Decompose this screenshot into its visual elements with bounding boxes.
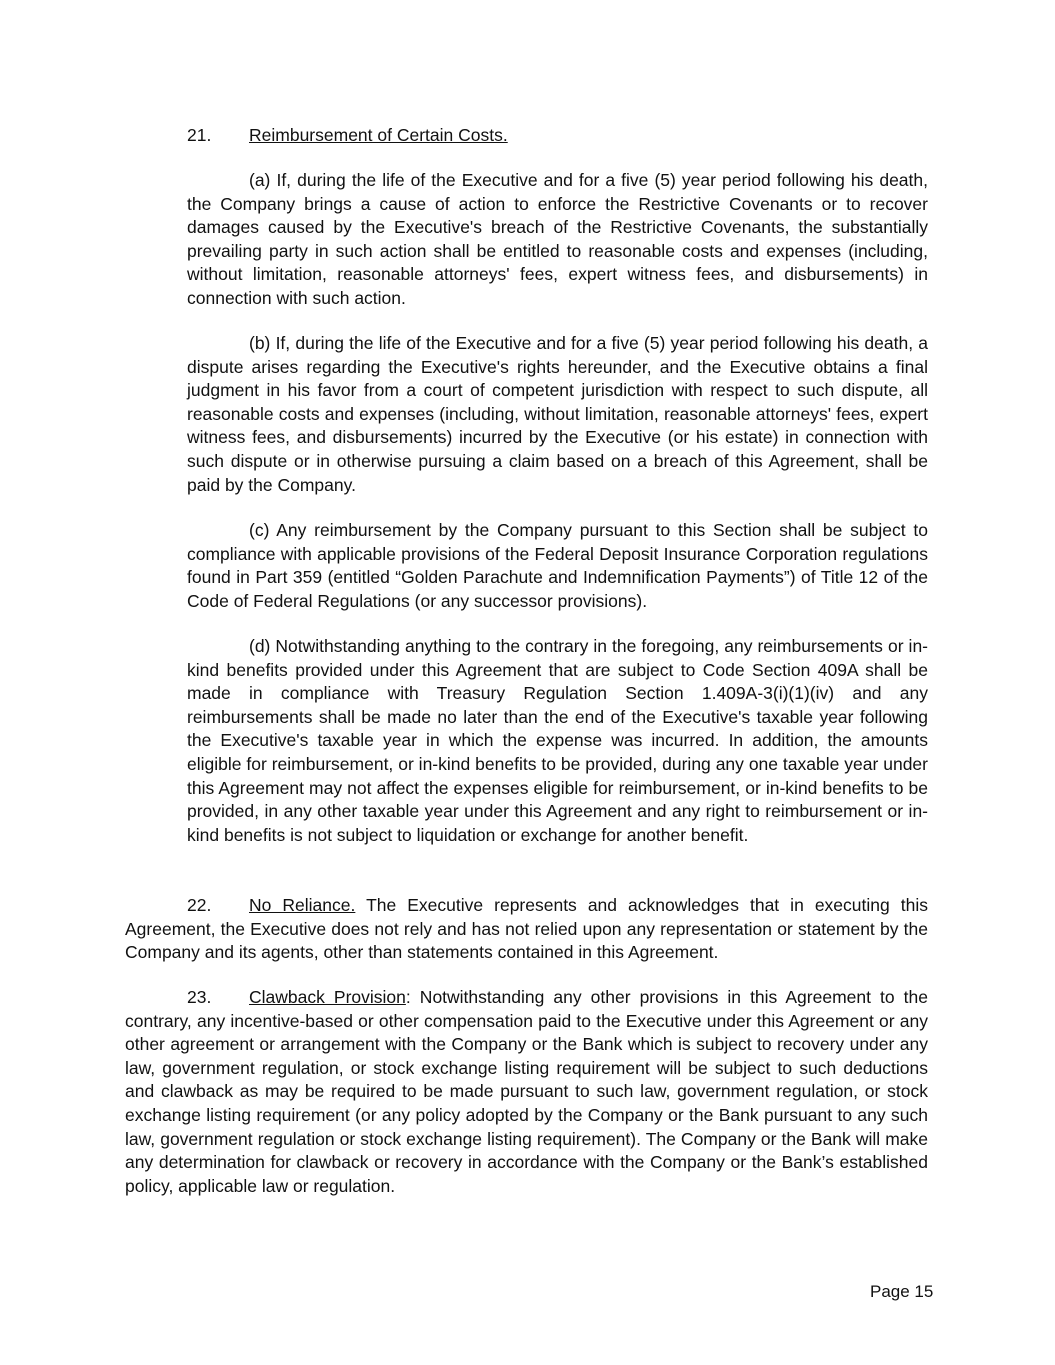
section-21-paragraph-d: (d) Notwithstanding anything to the contrary in the foregoing, any reimbursements or in-kind benefits provided under this Agreement that are subject to Code Section 409A shall be made in compliance with Treasury Regulation Section 1.409A-3(i)(1)(iv) and any reimbursements shall be made no later than the end of the Executive's taxable year following the Executive's taxable year in which the expense was incurred. In addition, the amounts eligible for reimbursement, or in-kind benefits to be provided, during any one taxable year under this Agreement may not affect the expenses eligible for reimbursement, or in-kind benefits to be provided, in any other taxable year under this Agreement and any right to reimbursement or in-kind benefits is not subject to liquidation or exchange for another benefit. <box>187 636 928 845</box>
section-23-number: 23. <box>187 987 212 1007</box>
section-22-paragraph <box>125 894 928 965</box>
section-22-title: No Reliance. <box>249 895 356 915</box>
section-22-number: 22. <box>187 895 212 915</box>
section-21-title: Reimbursement of Certain Costs. <box>249 125 508 145</box>
section-21-number: 21. <box>187 125 212 145</box>
section-23-paragraph <box>125 986 928 1198</box>
section-22-body: The Executive represents and acknowledges that in executing this Agreement, the Executive does not rely and has not relied upon any representation or statement by the Company and its agents, other than statements contained in this Agreement. <box>125 895 928 963</box>
section-21-paragraph-c: (c) Any reimbursement by the Company pursuant to this Section shall be subject to compliance with applicable provisions of the Federal Deposit Insurance Corporation regulations found in Part 359 (entitled “Golden Parachute and Indemnification Payments”) of Title 12 of the Code of Federal Regulations (or any successor provisions). <box>187 520 928 611</box>
section-23-body: : Notwithstanding any other provisions in this Agreement to the contrary, any incentive-based or other compensation paid to the Executive under this Agreement or any other agreement or arrangement with the Company or the Bank which is subject to recovery under any law, government regulation, or stock exchange listing requirement will be subject to such deductions and clawback as may be required to be made pursuant to such law, government regulation, or stock exchange listing requirement (or any policy adopted by the Company or the Bank pursuant to any such law, government regulation or stock exchange listing requirement). The Company or the Bank will make any determination for clawback or recovery in accordance with the Company or the Bank’s established policy, applicable law or regulation. <box>125 987 929 1196</box>
section-21-paragraph-a: (a) If, during the life of the Executive and for a five (5) year period following his death, the Company brings a cause of action to enforce the Restrictive Covenants or to recover damages caused by the Executive's breach of the Restrictive Covenants, the substantially prevailing party in such action shall be entitled to reasonable costs and expenses (including, without limitation, reasonable attorneys' fees, expert witness fees, and disbursements) in connection with such action. <box>187 170 928 308</box>
page-number: Page 15 <box>870 1282 934 1301</box>
section-21-paragraph-b: (b) If, during the life of the Executive and for a five (5) year period following his death, a dispute arises regarding the Executive's rights hereunder, and the Executive obtains a final judgment in his favor from a court of competent jurisdiction with respect to such dispute, all reasonable costs and expenses (including, without limitation, reasonable attorneys' fees, expert witness fees, and disbursements) incurred by the Executive (or his estate) in connection with such dispute or in otherwise pursuing a claim based on a breach of this Agreement, shall be paid by the Company. <box>187 333 928 495</box>
section-21-heading <box>187 124 508 148</box>
section-23-title: Clawback Provision <box>249 987 406 1007</box>
